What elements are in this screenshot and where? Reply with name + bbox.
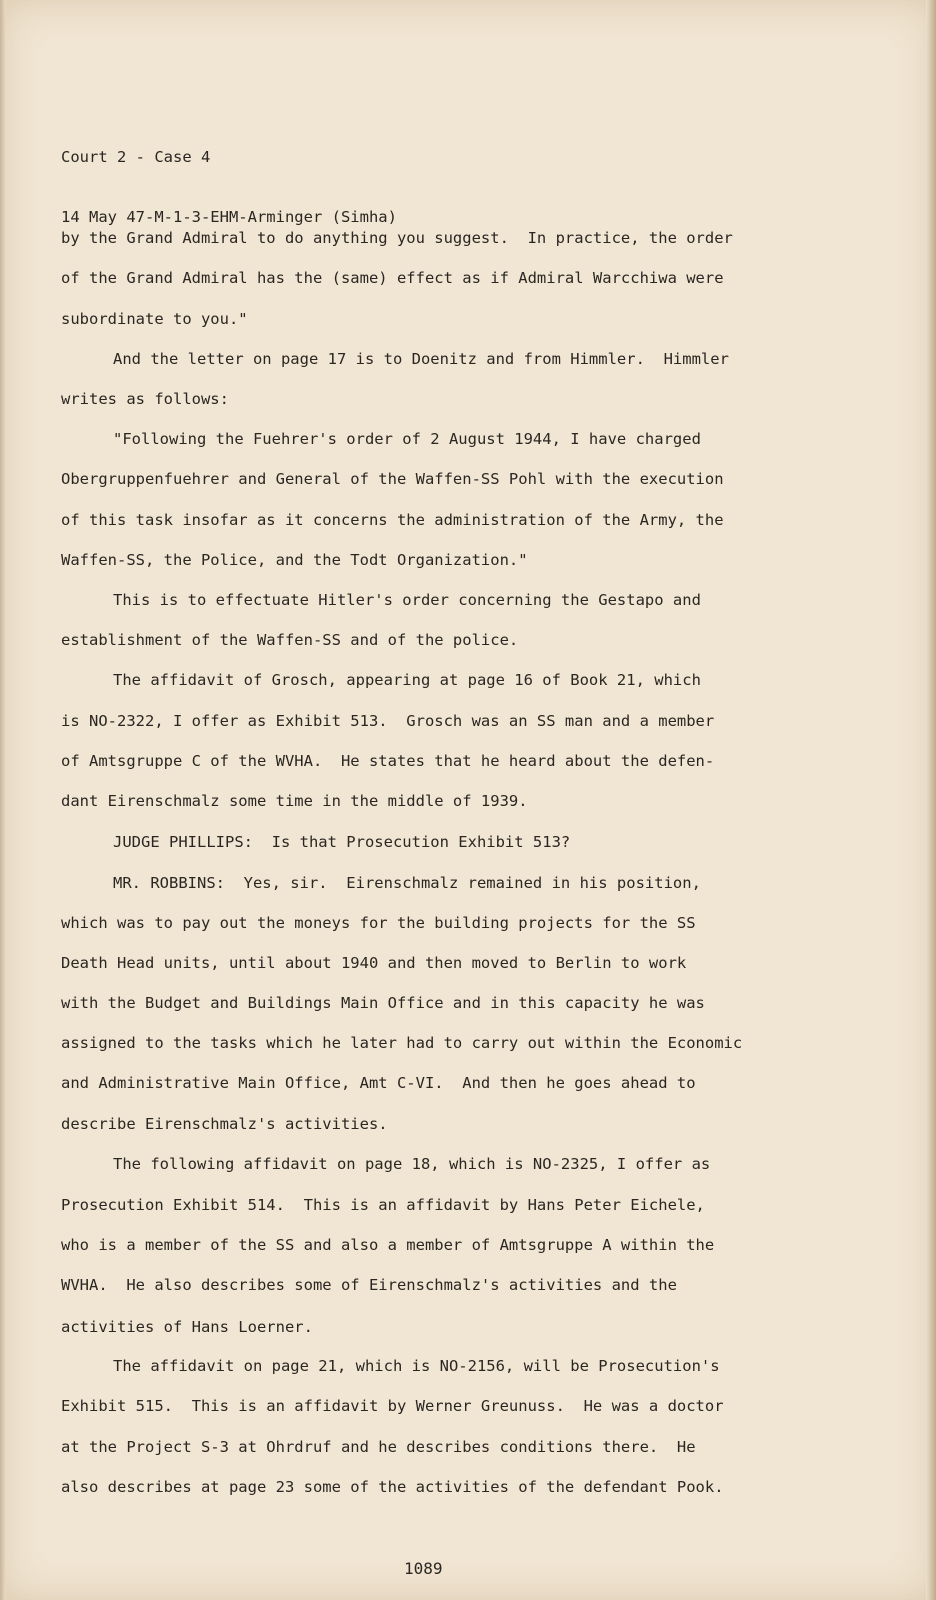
body-line: of the Grand Admiral has the (same) effect as if Admiral Warcchiwa were [61, 269, 724, 287]
body-line: of Amtsgruppe C of the WVHA. He states that he heard about the defen- [61, 752, 715, 770]
body-line: with the Budget and Buildings Main Office and in this capacity he was [61, 994, 705, 1012]
body-line: describe Eirenschmalz's activities. [61, 1115, 388, 1133]
body-line: is NO-2322, I offer as Exhibit 513. Grosch was an SS man and a member [61, 712, 715, 730]
body-line: assigned to the tasks which he later had to carry out within the Economic [61, 1034, 743, 1052]
header-case-line: Court 2 - Case 4 [61, 148, 211, 166]
body-line: JUDGE PHILLIPS: Is that Prosecution Exhibit 513? [113, 833, 571, 851]
body-line: which was to pay out the moneys for the building projects for the SS [61, 914, 696, 932]
body-line: who is a member of the SS and also a member of Amtsgruppe A within the [61, 1236, 715, 1254]
body-line: Prosecution Exhibit 514. This is an affidavit by Hans Peter Eichele, [61, 1196, 705, 1214]
body-line: Obergruppenfuehrer and General of the Waffen-SS Pohl with the execution [61, 470, 724, 488]
body-line: also describes at page 23 some of the activities of the defendant Pook. [61, 1478, 724, 1496]
body-line: This is to effectuate Hitler's order concerning the Gestapo and [113, 591, 701, 609]
page-number: 1089 [404, 1559, 443, 1578]
paper-edge-left [0, 0, 6, 1600]
body-line: Exhibit 515. This is an affidavit by Werner Greunuss. He was a doctor [61, 1397, 724, 1415]
body-line: subordinate to you." [61, 310, 248, 328]
paper-edge-right [926, 0, 936, 1600]
body-line: dant Eirenschmalz some time in the middle of 1939. [61, 792, 528, 810]
body-line: The affidavit of Grosch, appearing at page 16 of Book 21, which [113, 671, 701, 689]
body-line: activities of Hans Loerner. [61, 1318, 313, 1336]
header-date-line: 14 May 47-M-1-3-EHM-Arminger (Simha) [61, 208, 397, 226]
body-line: And the letter on page 17 is to Doenitz and from Himmler. Himmler [113, 350, 729, 368]
body-line: MR. ROBBINS: Yes, sir. Eirenschmalz remained in his position, [113, 874, 701, 892]
body-line: WVHA. He also describes some of Eirenschmalz's activities and the [61, 1276, 677, 1294]
body-line: Death Head units, until about 1940 and then moved to Berlin to work [61, 954, 687, 972]
body-line: and Administrative Main Office, Amt C-VI. And then he goes ahead to [61, 1074, 696, 1092]
body-line: at the Project S-3 at Ohrdruf and he describes conditions there. He [61, 1438, 696, 1456]
body-line: writes as follows: [61, 390, 229, 408]
body-line: by the Grand Admiral to do anything you suggest. In practice, the order [61, 229, 733, 247]
body-line: Waffen-SS, the Police, and the Todt Organization." [61, 551, 528, 569]
body-line: establishment of the Waffen-SS and of the police. [61, 631, 519, 649]
body-line: "Following the Fuehrer's order of 2 August 1944, I have charged [113, 430, 701, 448]
body-line: The affidavit on page 21, which is NO-2156, will be Prosecution's [113, 1357, 720, 1375]
body-line: The following affidavit on page 18, which is NO-2325, I offer as [113, 1155, 711, 1173]
body-line: of this task insofar as it concerns the administration of the Army, the [61, 511, 724, 529]
